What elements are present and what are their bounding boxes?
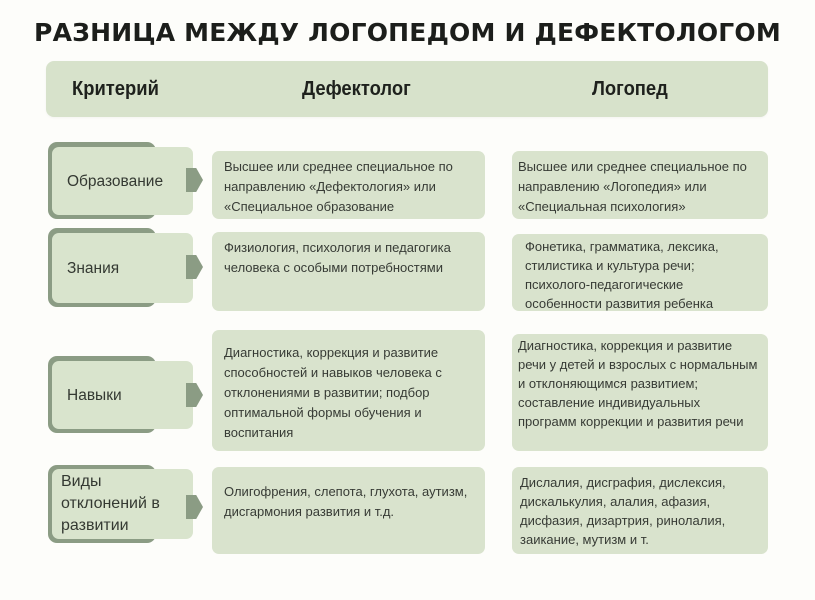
defectologist-cell: Олигофрения, слепота, глухота, аутизм, дисгармония развития и т.д. bbox=[212, 467, 485, 554]
speech-therapist-cell: Высшее или среднее специальное по направлению «Логопедия» или «Специальная психология» bbox=[512, 151, 768, 219]
defectologist-cell: Диагностика, коррекция и развитие способностей и навыков человека с отклонениями в развитии; подбор оптимальной формы обучения и воспитания bbox=[212, 330, 485, 451]
header-defectologist: Дефектолог bbox=[302, 78, 411, 100]
arrow-right-icon bbox=[186, 255, 203, 279]
arrow-right-icon bbox=[186, 383, 203, 407]
table-header bbox=[46, 61, 768, 117]
page-title: РАЗНИЦА МЕЖДУ ЛОГОПЕДОМ И ДЕФЕКТОЛОГОМ bbox=[34, 18, 781, 47]
criterion-label: Виды отклонений в развитии bbox=[52, 469, 193, 539]
defectologist-cell: Физиология, психология и педагогика человека с особыми потребностями bbox=[212, 232, 485, 311]
header-speech-therapist: Логопед bbox=[592, 78, 668, 100]
speech-therapist-cell: Дислалия, дисграфия, дислексия, дискалькулия, алалия, афазия, дисфазия, дизартрия, ринолалия, заикание, мутизм и т. bbox=[512, 467, 768, 554]
criterion-label: Знания bbox=[52, 233, 193, 303]
arrow-right-icon bbox=[186, 168, 203, 192]
defectologist-cell: Высшее или среднее специальное по направлению «Дефектология» или «Специальное образование bbox=[212, 151, 485, 219]
speech-therapist-cell: Диагностика, коррекция и развитие речи у детей и взрослых с нормальным и отклоняющимся развитием; составление индивидуальных программ коррекции и развития речи bbox=[512, 334, 768, 451]
criterion-label: Образование bbox=[52, 147, 193, 215]
arrow-right-icon bbox=[186, 495, 203, 519]
speech-therapist-cell: Фонетика, грамматика, лексика, стилистика и культура речи; психолого-педагогические особенности развития ребенка bbox=[512, 234, 768, 311]
criterion-label: Навыки bbox=[52, 361, 193, 429]
header-criterion: Критерий bbox=[72, 78, 159, 100]
